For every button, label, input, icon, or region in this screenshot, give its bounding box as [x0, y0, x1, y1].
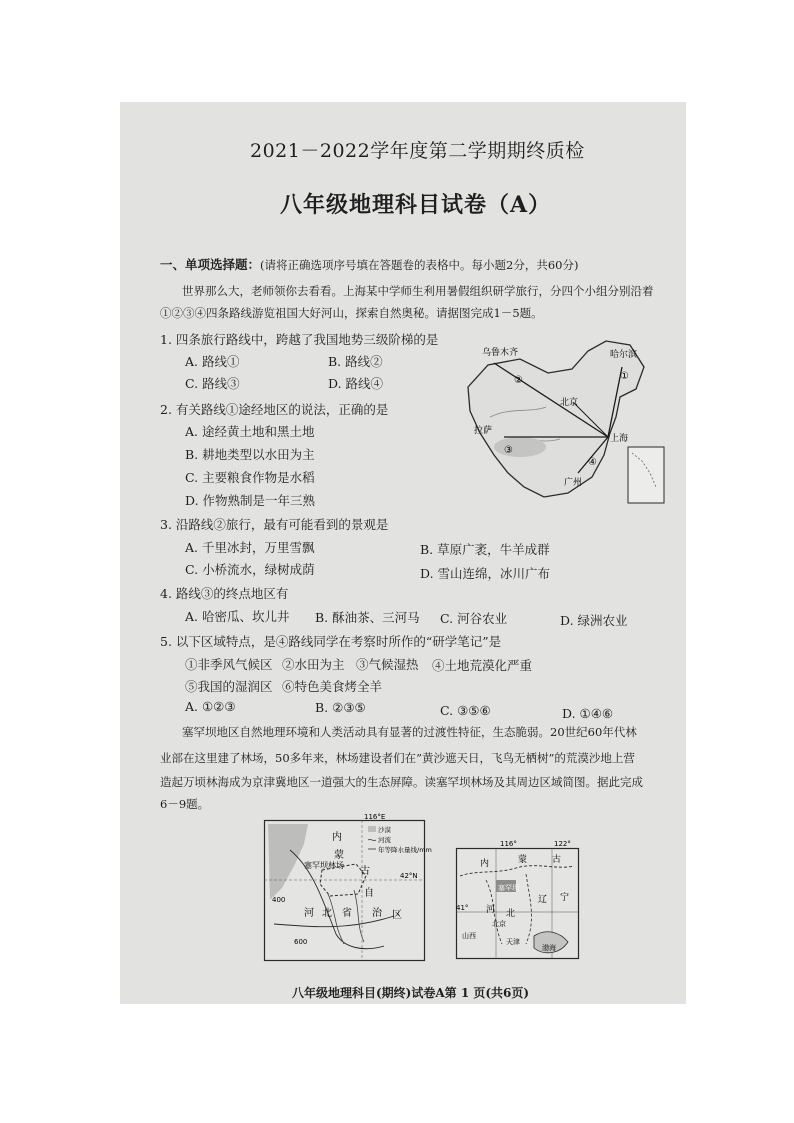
exam-sheet [120, 102, 686, 1004]
label-lon1: 116° [500, 840, 517, 848]
label-beijing-locator: 北京 [492, 920, 506, 928]
label-lon2: 122° [554, 840, 571, 848]
route-3-marker: ③ [504, 445, 513, 456]
label-he: 河 [304, 908, 314, 919]
legend-river: 河流 [378, 836, 391, 844]
q3-stem: 3. 沿路线②旅行，最有可能看到的景观是 [160, 517, 389, 532]
route-1-marker: ① [620, 371, 629, 382]
q5-note-2: ②水田为主 [282, 657, 345, 672]
label-meng-locator: 蒙 [518, 855, 528, 865]
label-zhi: 治 [372, 908, 382, 919]
q2-option-d: D. 作物熟制是一年三熟 [185, 493, 316, 508]
section-instruction: (请将正确选项序号填在答题卷的表格中。每小题2分，共60分) [260, 258, 579, 272]
label-bohai: 渤海 [542, 944, 556, 952]
route-4-marker: ④ [588, 457, 597, 468]
route-2-marker: ② [514, 375, 523, 386]
legend-desert: 沙漠 [378, 826, 391, 834]
q3-option-b: B. 草原广袤，牛羊成群 [420, 542, 550, 557]
q3-option-c: C. 小桥流水，绿树成荫 [185, 562, 315, 577]
china-route-map [460, 337, 670, 517]
label-lon: 116°E [364, 813, 386, 821]
plateau-shading [494, 437, 546, 457]
label-lat: 42°N [400, 872, 418, 880]
q2-stem: 2. 有关路线①途经地区的说法，正确的是 [160, 402, 389, 417]
q1-stem: 1. 四条旅行路线中，跨越了我国地势三级阶梯的是 [160, 332, 439, 347]
label-lhasa: 拉萨 [474, 426, 493, 436]
label-urumqi: 乌鲁木齐 [482, 348, 519, 358]
regional-locator-map [456, 840, 580, 960]
label-beijing: 北京 [560, 398, 579, 408]
q5-note-1: ①非季风气候区 [185, 657, 273, 672]
label-nei-locator: 内 [480, 859, 490, 869]
legend-isohyet: 年等降水量线/mm [378, 846, 432, 854]
label-meng: 蒙 [334, 850, 344, 861]
q5-option-c: C. ③⑤⑥ [440, 703, 491, 718]
q5-option-d: D. ①④⑥ [562, 706, 614, 721]
q1-option-a: A. 路线① [185, 354, 240, 369]
q2-option-b: B. 耕地类型以水田为主 [185, 447, 315, 462]
label-tianjin: 天津 [506, 938, 520, 946]
intro2-line1: 塞罕坝地区自然地理环境和人类活动具有显著的过渡性特征，生态脆弱。20世纪60年代林 [182, 725, 637, 739]
label-saihanba-locator: 塞罕坝 [498, 884, 519, 892]
q1-option-c: C. 路线③ [185, 376, 240, 391]
label-gu-locator: 古 [552, 855, 562, 865]
label-harbin: 哈尔滨 [610, 350, 638, 360]
intro2-line2: 业部在这里建了林场，50多年来，林场建设者们在”黄沙遮天日，飞鸟无栖树”的荒漠沙地上营 [160, 751, 635, 765]
label-nei: 内 [332, 832, 342, 843]
q4-option-c: C. 河谷农业 [440, 611, 508, 626]
q4-option-b: B. 酥油茶、三河马 [315, 610, 420, 625]
q4-stem: 4. 路线③的终点地区有 [160, 586, 289, 601]
label-bei: 北 [322, 908, 332, 919]
q2-option-a: A. 途经黄土地和黑土地 [185, 424, 315, 439]
label-lat-locator: 41° [456, 904, 469, 912]
label-gu: 古 [360, 866, 370, 877]
label-isohyet-400: 400 [272, 896, 286, 904]
legend-desert-swatch [368, 826, 376, 832]
q3-option-d: D. 雪山连绵，冰川广布 [420, 566, 551, 581]
page-footer: 八年级地理科目(期终)试卷A第 1 页(共6页) [292, 986, 530, 1000]
intro2-line3: 造起万顷林海成为京津冀地区一道强大的生态屏障。读塞罕坝林场及其周边区域简图。据此完成 [160, 775, 643, 789]
label-liao: 辽 [538, 895, 548, 905]
label-shanghai: 上海 [610, 434, 629, 444]
label-guangzhou: 广州 [564, 478, 583, 488]
q5-note-3: ③气候湿热 [356, 657, 419, 672]
exam-paper-title: 八年级地理科目试卷（A） [280, 192, 552, 218]
label-zi: 自 [364, 888, 374, 899]
label-shanxi: 山西 [462, 932, 476, 940]
label-qu: 区 [392, 910, 402, 921]
label-isohyet-600: 600 [294, 938, 308, 946]
q1-option-d: D. 路线④ [328, 376, 384, 391]
q5-note-4: ④土地荒漠化严重 [432, 658, 533, 673]
exam-term-title: 2021－2022学年度第二学期期终质检 [250, 140, 585, 162]
intro1-line2: ①②③④四条路线游览祖国大好河山，探索自然奥秘。请据图完成1－5题。 [160, 306, 543, 320]
q5-stem: 5. 以下区域特点，是④路线同学在考察时所作的“研学笔记”是 [160, 634, 502, 649]
q4-option-a: A. 哈密瓜、坎儿井 [185, 609, 290, 624]
label-saihanba-forest: 塞罕坝林场 [304, 861, 344, 870]
china-outline [468, 341, 644, 497]
section-title: 一、单项选择题： [160, 257, 261, 272]
south-sea-inset [628, 447, 664, 503]
intro2-line4: 6－9题。 [160, 797, 210, 811]
label-sheng: 省 [342, 908, 352, 919]
label-he-locator: 河 [486, 905, 496, 915]
q2-option-c: C. 主要粮食作物是水稻 [185, 470, 315, 485]
q5-note-6: ⑥特色美食烤全羊 [282, 679, 383, 694]
q4-option-d: D. 绿洲农业 [560, 613, 628, 628]
label-bei-locator: 北 [506, 909, 516, 919]
q5-option-b: B. ②③⑤ [315, 700, 366, 715]
q1-option-b: B. 路线② [328, 354, 383, 369]
q5-option-a: A. ①②③ [185, 699, 236, 714]
section-heading [160, 257, 578, 273]
q5-note-5: ⑤我国的湿润区 [185, 679, 273, 694]
intro1-line1: 世界那么大，老师领你去看看。上海某中学师生利用暑假组织研学旅行，分四个小组分别沿着 [182, 284, 654, 298]
label-ning: 宁 [560, 893, 570, 903]
saihanba-map [264, 813, 432, 962]
q3-option-a: A. 千里冰封，万里雪飘 [185, 540, 315, 555]
